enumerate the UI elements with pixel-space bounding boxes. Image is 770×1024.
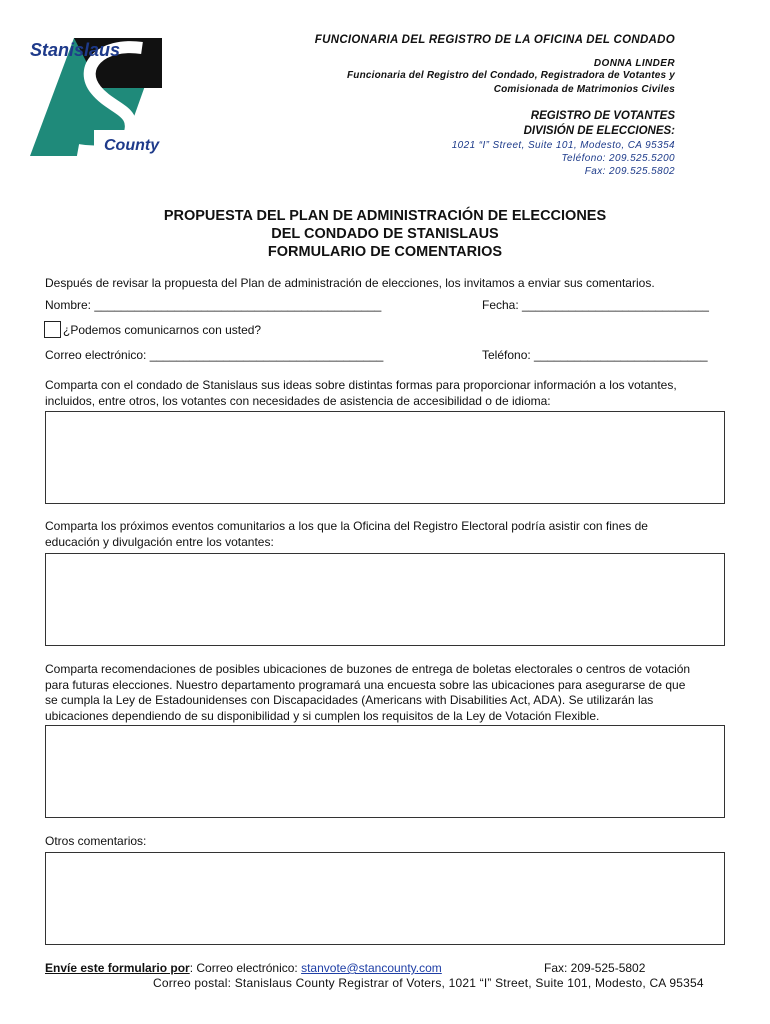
question-1-line1: Comparta con el condado de Stanislaus sus ideas sobre distintas formas para proporcionar información a los votantes, xyxy=(45,378,677,392)
logo-word-stanislaus: Stanislaus xyxy=(30,40,121,60)
title-line1: PROPUESTA DEL PLAN DE ADMINISTRACIÓN DE ELECCIONES xyxy=(163,208,607,224)
office-fax: Fax: 209.525.5802 xyxy=(584,166,675,177)
contact-permission-checkbox[interactable] xyxy=(44,321,61,338)
office-header xyxy=(215,34,675,178)
county-seal-graphic xyxy=(30,38,162,156)
contact-permission-label: ¿Podemos comunicarnos con usted? xyxy=(63,322,262,337)
official-roles-line2: Comisionada de Matrimonios Civiles xyxy=(493,84,675,95)
question-3-line4: ubicaciones dependiendo de su disponibilidad y si cumplen los requisitos de la Ley de Votación Flexible. xyxy=(45,708,600,723)
email-phone-row xyxy=(45,348,725,362)
answer-box-voter-information[interactable] xyxy=(45,411,725,504)
office-phone: Teléfono: 209.525.5200 xyxy=(561,153,675,164)
date-field[interactable]: Fecha: ____________________________ xyxy=(482,298,709,312)
question-3-line1: Comparta recomendaciones de posibles ubicaciones de buzones de entrega de boletas electorales o centros de votación xyxy=(45,662,691,676)
submission-instructions xyxy=(45,961,735,975)
title-line2: DEL CONDADO DE STANISLAUS xyxy=(271,226,499,242)
title-line3: FORMULARIO DE COMENTARIOS xyxy=(267,244,503,260)
office-title: FUNCIONARIA DEL REGISTRO DE LA OFICINA DEL CONDADO xyxy=(314,34,675,46)
phone-field[interactable]: Teléfono: __________________________ xyxy=(482,348,708,362)
office-address: 1021 “I” Street, Suite 101, Modesto, CA 95354 xyxy=(451,140,675,151)
question-1-line2: incluidos, entre otros, los votantes con necesidades de asistencia de accesibilidad o de idioma: xyxy=(45,393,551,408)
question-3-line2: para futuras elecciones. Nuestro departamento programará una encuesta sobre las ubicaciones para asegurarse de que xyxy=(45,677,686,692)
submission-email-link[interactable]: stanvote@stancounty.com xyxy=(301,961,442,975)
answer-box-other-comments[interactable] xyxy=(45,852,725,945)
logo-word-county: County xyxy=(104,137,160,154)
name-date-row xyxy=(45,298,725,312)
submission-lead: Envíe este formulario por xyxy=(45,961,190,975)
answer-box-community-events[interactable] xyxy=(45,553,725,646)
question-voter-information xyxy=(45,378,735,409)
stanislaus-county-logo xyxy=(30,38,162,156)
submission-fax: Fax: 209-525-5802 xyxy=(544,961,646,975)
contact-permission-row xyxy=(44,321,261,338)
official-roles-line1: Funcionaria del Registro del Condado, Registradora de Votantes y xyxy=(346,70,675,81)
question-community-events xyxy=(45,519,735,550)
department-line2: DIVISIÓN DE ELECCIONES: xyxy=(523,125,675,137)
question-dropbox-locations xyxy=(45,662,735,724)
name-field[interactable]: Nombre: ___________________________________________ xyxy=(45,298,382,312)
email-prefix: : Correo electrónico: xyxy=(189,961,302,975)
email-field[interactable]: Correo electrónico: ___________________________________ xyxy=(45,348,384,362)
form-title xyxy=(0,207,770,261)
question-other-comments: Otros comentarios: xyxy=(45,834,147,848)
submission-mail-address: Correo postal: Stanislaus County Registrar of Voters, 1021 “I” Street, Suite 101, Modesto, CA 95354 xyxy=(153,976,704,990)
official-name: DONNA LINDER xyxy=(593,58,675,69)
question-2-line2: educación y divulgación entre los votantes: xyxy=(45,534,274,549)
intro-text: Después de revisar la propuesta del Plan de administración de elecciones, los invitamos a enviar sus comentarios. xyxy=(45,276,655,290)
question-3-line3: se cumpla la Ley de Estadounidenses con Discapacidades (Americans with Disabilities Act, ADA). Se utilizarán las xyxy=(45,693,654,707)
department-line1: REGISTRO DE VOTANTES xyxy=(530,110,675,122)
question-2-line1: Comparta los próximos eventos comunitarios a los que la Oficina del Registro Electoral podría asistir con fines de xyxy=(45,519,648,533)
answer-box-dropbox-locations[interactable] xyxy=(45,725,725,818)
